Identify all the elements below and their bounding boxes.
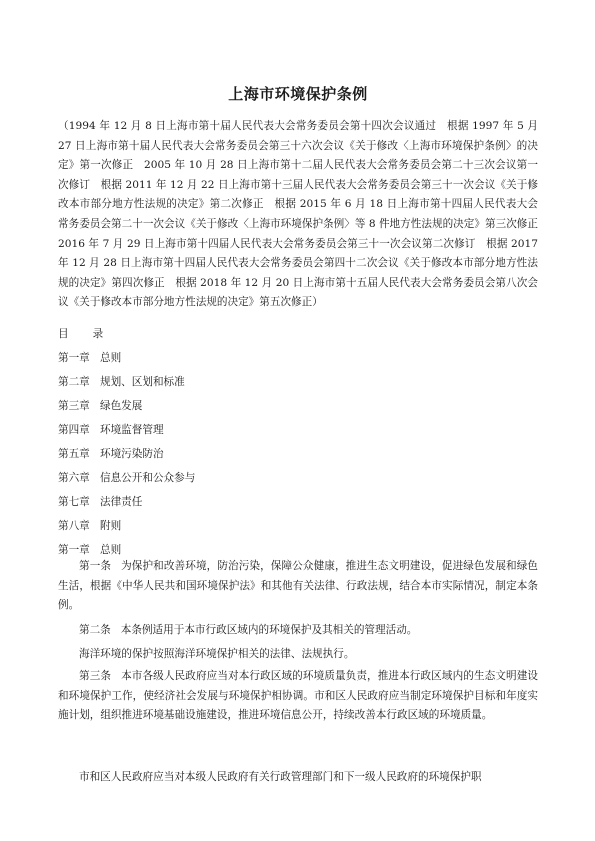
toc-chapter-no: 第五章 xyxy=(58,448,90,460)
article xyxy=(58,621,538,641)
toc-chapter-name: 附则 xyxy=(100,520,122,532)
toc-chapter-no: 第七章 xyxy=(58,496,90,508)
toc-chapter-no: 第八章 xyxy=(58,520,90,532)
toc-chapter-name: 环境监督管理 xyxy=(100,424,164,436)
toc-heading-left: 目 xyxy=(58,328,69,340)
document-title: 上海市环境保护条例 xyxy=(228,85,368,103)
toc-chapter-name: 信息公开和公众参与 xyxy=(100,472,196,484)
legislative-history: （1994 年 12 月 8 日上海市第十届人民代表大会常务委员会第十四次会议通过 根据 1997 年 5 月 27 日上海市第十届人民代表大会常务委员会第三十六次会议《关于修改〈上海市环境保护条例〉的决定》第一次修正 2005 年 10 月 28 日上海市第十二届人民代表大会常务委员会第二十三次会议第一次修订 根据 2011 年 12 月 22 日上海市第十三届人民代表大会常务委员会第三十一次会议《关于修改本市部分地方性法规的决定》第二次修正 根据 2015 年 6 月 18 日上海市第十四届人民代表大会常务委员会第二十一次会议《关于修改〈上海市环境保护条例〉等 8 件地方性法规的决定》第三次修正 2016 年 7 月 29 日上海市第十四届人民代表大会常务委员会第三十一次会议第二次修订 根据 2017 年 12 月 28 日上海市第十四届人民代表大会常务委员会第四十二次会议《关于修改本市部分地方性法规的决定》第四次修正 根据 2018 年 12 月 20 日上海市第十五届人民代表大会常务委员会第八次会议《关于修改本市部分地方性法规的决定》第五次修正） xyxy=(58,120,549,309)
toc-chapter-no: 第二章 xyxy=(58,376,90,388)
toc-chapter-no: 第六章 xyxy=(58,472,90,484)
article-text: 为保护和改善环境，防治污染，保障公众健康，推进生态文明建设，促进绿色发展和绿色生活，根据《中华人民共和国环境保护法》和其他有关法律、行政法规，结合本市实际情况，制定本条例。 xyxy=(58,560,539,612)
toc-item xyxy=(58,494,142,510)
toc-chapter-name: 法律责任 xyxy=(100,496,143,508)
chapter-no: 第一章 xyxy=(58,544,90,556)
toc-item xyxy=(58,518,121,534)
article-text: 本市各级人民政府应当对本行政区域的环境质量负责，推进本行政区域内的生态文明建设和环境保护工作，使经济社会发展与环境保护相协调。市和区人民政府应当制定环境保护目标和年度实施计划，组织推进环境基础设施建设，推进环境信息公开，持续改善本行政区域的环境质量。 xyxy=(58,670,539,722)
article-text: 市和区人民政府应当对本级人民政府有关行政管理部门和下一级人民政府的环境保护职 xyxy=(79,771,482,783)
article-text: 本条例适用于本市行政区域内的环境保护及其相关的管理活动。 xyxy=(120,624,418,636)
chapter-name: 总则 xyxy=(100,544,122,556)
toc-item xyxy=(58,470,195,486)
toc-chapter-name: 环境污染防治 xyxy=(100,448,164,460)
article-paragraph xyxy=(58,768,538,788)
toc-item xyxy=(58,446,164,462)
article-text: 海洋环境的保护按照海洋环境保护相关的法律、法规执行。 xyxy=(79,648,355,660)
article xyxy=(58,557,538,616)
article-paragraph xyxy=(58,645,538,665)
article-number: 第一条 xyxy=(79,560,112,572)
article-number: 第三条 xyxy=(79,670,112,682)
article xyxy=(58,667,538,726)
toc-item xyxy=(58,350,121,366)
toc-chapter-name: 绿色发展 xyxy=(100,400,143,412)
toc-chapter-name: 规划、区划和标准 xyxy=(100,376,185,388)
toc-chapter-no: 第三章 xyxy=(58,400,90,412)
article-number: 第二条 xyxy=(79,624,111,636)
toc-item xyxy=(58,398,142,414)
toc-heading xyxy=(58,326,103,342)
toc-item xyxy=(58,374,185,390)
toc-chapter-name: 总则 xyxy=(100,352,122,364)
toc-chapter-no: 第一章 xyxy=(58,352,90,364)
toc-chapter-no: 第四章 xyxy=(58,424,90,436)
toc-heading-right: 录 xyxy=(92,328,104,340)
toc-item xyxy=(58,422,164,438)
chapter-heading xyxy=(58,542,121,558)
